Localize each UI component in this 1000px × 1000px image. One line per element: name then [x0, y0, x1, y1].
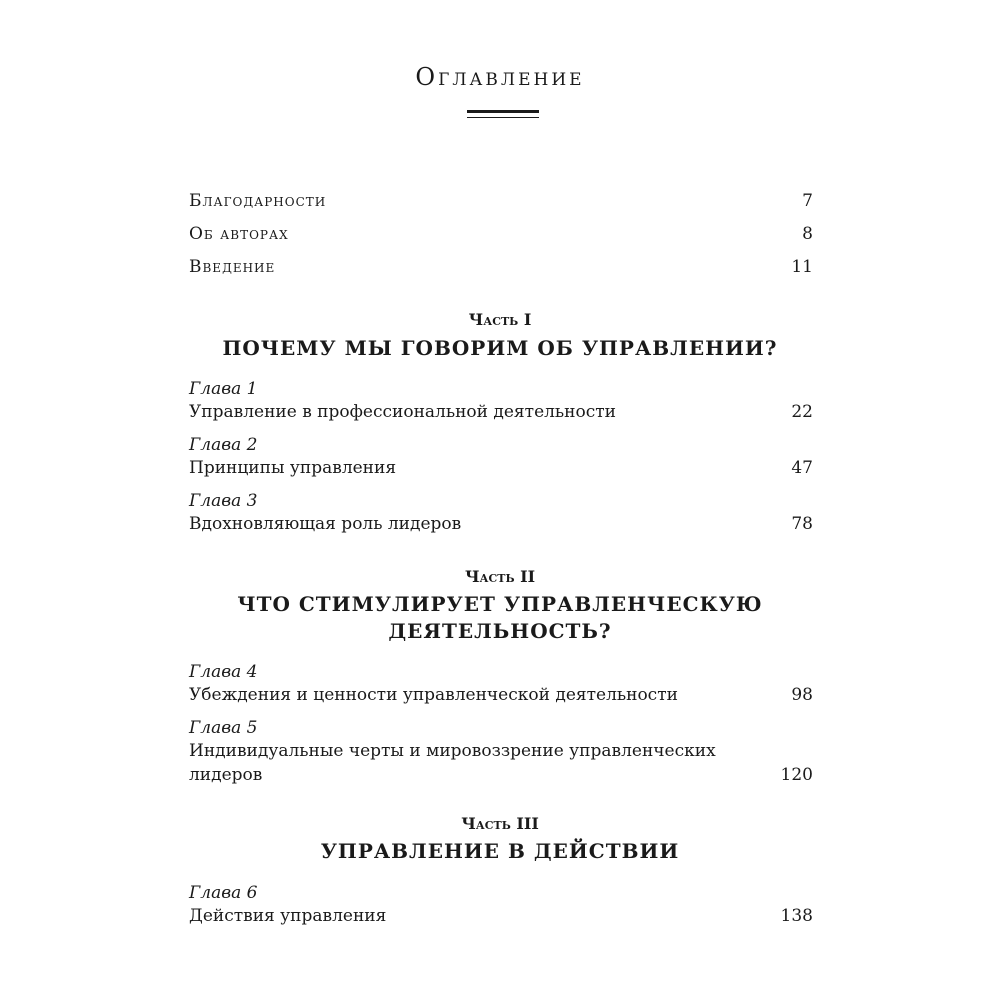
toc-entry-page: 8 — [802, 224, 813, 244]
chapter-label-3: Глава 3 — [189, 491, 258, 511]
chapter-label-5: Глава 5 — [189, 718, 258, 738]
part-title-2-line-2: ДЕЯТЕЛЬНОСТЬ? — [388, 619, 612, 643]
chapter-label-4: Глава 4 — [189, 662, 258, 682]
toc-entry-about-authors[interactable] — [189, 222, 813, 246]
toc-entry-acknowledgements[interactable] — [189, 189, 813, 213]
toc-entry-page: 47 — [791, 458, 813, 478]
part-label-3: Часть III — [461, 814, 539, 833]
part-title-3: УПРАВЛЕНИЕ В ДЕЙСТВИИ — [320, 839, 680, 863]
toc-entry-chapter-6[interactable] — [189, 904, 813, 928]
toc-entry-chapter-4[interactable] — [189, 683, 813, 707]
chapter-label-2: Глава 2 — [189, 435, 258, 455]
toc-entry-title: Принципы управления — [189, 458, 397, 478]
toc-entry-introduction[interactable] — [189, 255, 813, 279]
toc-entry-chapter-2[interactable] — [189, 456, 813, 480]
toc-entry-chapter-3[interactable] — [189, 512, 813, 536]
toc-entry-title-line-1: Индивидуальные черты и мировоззрение управленческих — [189, 741, 716, 761]
toc-entry-page: 138 — [780, 906, 813, 926]
toc-entry-chapter-1[interactable] — [189, 400, 813, 424]
toc-entry-title: Вдохновляющая роль лидеров — [189, 514, 462, 534]
toc-entry-chapter-5[interactable] — [189, 739, 813, 787]
toc-entry-title: Управление в профессиональной деятельности — [189, 402, 617, 422]
chapter-label-1: Глава 1 — [189, 379, 258, 399]
toc-entry-page: 11 — [791, 257, 813, 277]
chapter-label-6: Глава 6 — [189, 883, 258, 903]
part-title-2-line-1: ЧТО СТИМУЛИРУЕТ УПРАВЛЕНЧЕСКУЮ — [237, 592, 763, 616]
toc-entry-page: 22 — [791, 402, 813, 422]
toc-entry-page: 120 — [780, 765, 813, 785]
title-rule-thin — [467, 117, 539, 118]
part-label-1: Часть I — [468, 310, 532, 329]
toc-entry-title: Об авторах — [189, 224, 289, 244]
toc-entry-page: 7 — [802, 191, 813, 211]
page-title: Оглавление — [415, 63, 585, 91]
toc-entry-title: Убеждения и ценности управленческой деятельности — [189, 685, 678, 705]
toc-entry-title: Введение — [189, 257, 276, 277]
title-rule-thick — [467, 110, 539, 113]
part-label-2: Часть II — [464, 567, 536, 586]
toc-entry-page: 78 — [791, 514, 813, 534]
toc-entry-title: Действия управления — [189, 906, 387, 926]
toc-entry-title-line-2: лидеров — [189, 765, 263, 785]
toc-entry-title: Благодарности — [189, 191, 327, 211]
part-title-1: ПОЧЕМУ МЫ ГОВОРИМ ОБ УПРАВЛЕНИИ? — [222, 336, 778, 360]
toc-entry-page: 98 — [791, 685, 813, 705]
